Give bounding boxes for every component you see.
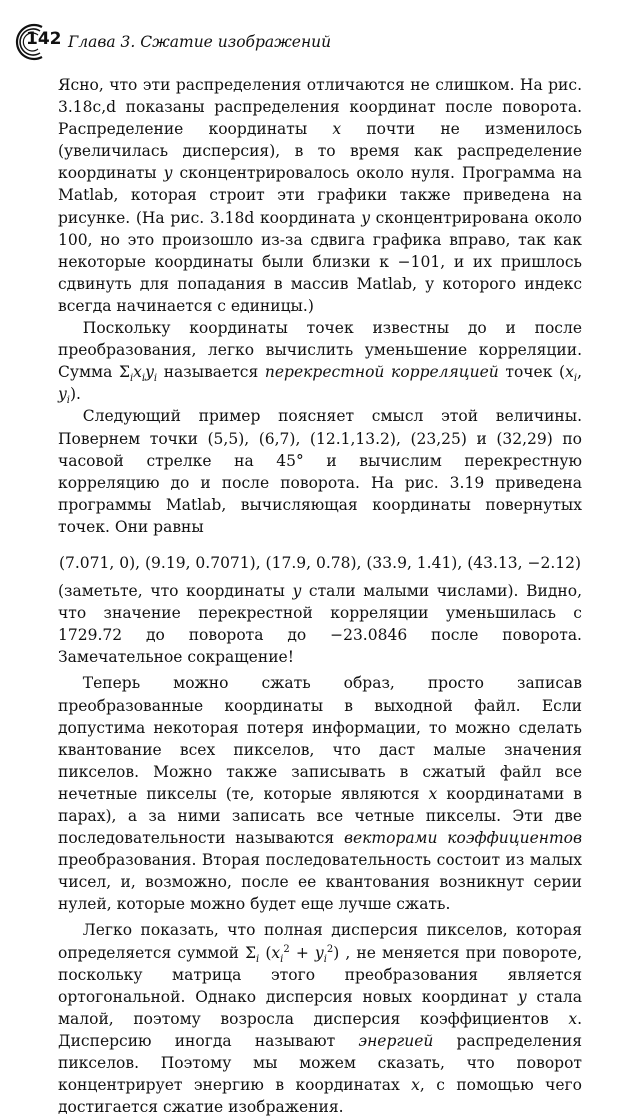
chapter-title: Глава 3. Сжатие изображений — [68, 33, 332, 51]
page-header — [12, 22, 612, 62]
page-number: 142 — [26, 29, 62, 49]
paragraph-2: Поскольку координаты точек известны до и после преобразования, легко вычислить уменьшение корреляции. Сумма $\Sigma_ix_iy_i$ называется перекрестной корреляцией точек ($x_i$, $y_i$). — [58, 319, 582, 407]
page-body — [58, 74, 582, 1118]
paragraph-1: Ясно, что эти распределения отличаются не слишком. На рис. 3.18c,d показаны распределения координат после поворота. Распределение координаты x почти не изменилось (увеличилась дисперсия), в то время как распределение координаты y сконцентрировалось около нуля. Программа на Matlab, которая строит эти графики также приведена на рисунке. (На рис. 3.18d координата y сконцентрирована около 100, но это произошло из-за сдвига графика вправо, так как некоторые координаты были близки к −101, и их пришлось сдвинуть для попадания в массив Matlab, у которого индекс всегда начинается с единицы.) — [58, 76, 582, 315]
term-cross-correlation: перекрестной корреляцией — [264, 363, 499, 382]
book-logo-icon — [12, 22, 62, 62]
paragraph-5: Теперь можно сжать образ, просто записав преобразованные координаты в выходной файл. Если допустима некоторая потеря информации, то можно сделать квантование всех пикселов, что даст малые значения пикселов. Можно также записывать в сжатый файл все нечетные пикселы (те, которые являются x координатами в парах), а за ними записать все четные пикселы. Эти две последовательности называются векторами коэффициентов преобразования. Вторая последовательность состоит из малых чисел, и, возможно, после ее квантования возникнут серии нулей, которые можно будет еще лучше сжать. — [58, 674, 582, 914]
rotated-points-formula: (7.071, 0), (9.19, 0.7071), (17.9, 0.78), (33.9, 1.41), (43.13, −2.12) — [58, 553, 582, 572]
term-energy: энергией — [358, 1031, 434, 1050]
paragraph-3: Следующий пример поясняет смысл этой величины. Повернем точки (5,5), (6,7), (12.1,13.2), (23,25) и (32,29) по часовой стрелке на 45° и вычислим перекрестную корреляцию до и после поворота. На рис. 3.19 приведена программы Matlab, вычисляющая координаты повернутых точек. Они равны — [58, 407, 582, 536]
paragraph-6: Легко показать, что полная дисперсия пикселов, которая определяется суммой $\Sigma_i$ $(x_i^2 + y_i^2)$ , не меняется при повороте, поскольку матрица этого преобразования является ортогональной. Однако дисперсия новых координат y стала малой, поэтому возросла дисперсия коэффициентов x. Дисперсию иногда называют энергией распределения пикселов. Поэтому мы можем сказать, что поворот концентрирует энергию в координатах x, с помощью чего достигается сжатие изображения. — [58, 921, 583, 1117]
paragraph-4: (заметьте, что координаты y стали малыми числами). Видно, что значение перекрестной корреляции уменьшилась с 1729.72 до поворота до −23.0846 после поворота. Замечательное сокращение! — [58, 582, 582, 667]
term-coefficient-vectors: векторами коэффициентов — [343, 829, 582, 848]
